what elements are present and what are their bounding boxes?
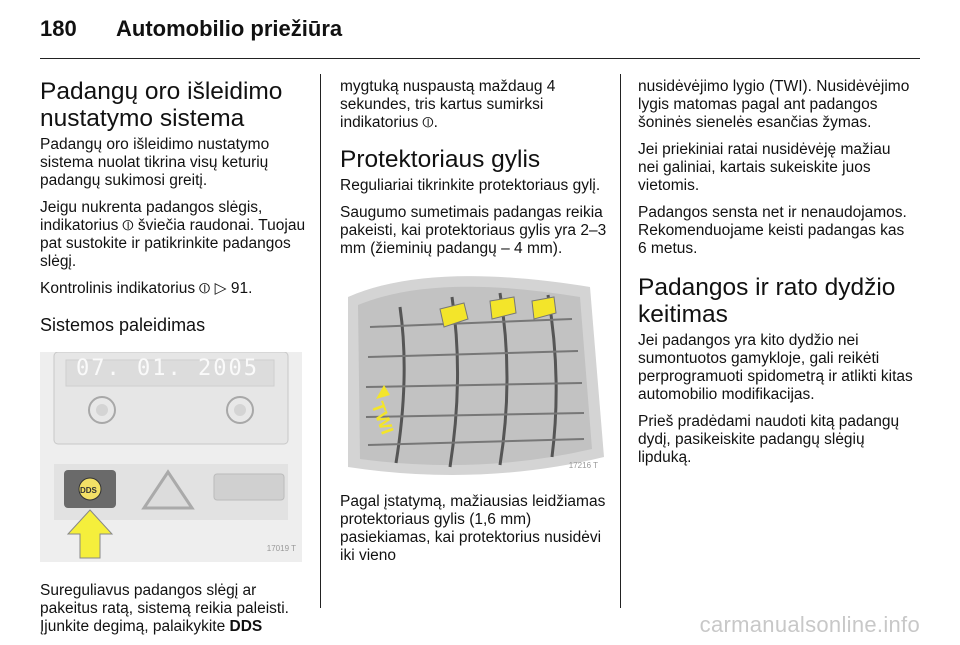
column-2 bbox=[340, 78, 608, 574]
twi-marker-label: TWI bbox=[367, 399, 398, 437]
paragraph: Reguliariai tikrinkite protektoriaus gylį. bbox=[340, 177, 601, 194]
paragraph: Jeigu nukrenta padangos slėgis, indikatorius ⦶ šviečia raudonai. Tuojau pat sustokite ir patikrinkite padangos slėgį. bbox=[40, 199, 306, 270]
paragraph: Sureguliavus padangos slėgį ar pakeitus ratą, sistemą reikia paleisti. Įjunkite degimą, palaikykite DDS bbox=[40, 582, 289, 635]
section-heading: Protektoriaus gylis bbox=[340, 146, 541, 173]
figure-code: 17019 T bbox=[266, 544, 296, 553]
column-3 bbox=[638, 78, 914, 476]
section-heading: Padangų oro išleidimo nustatymo sistema bbox=[40, 78, 283, 132]
tread-depth-figure bbox=[340, 267, 604, 479]
page-number: 180 bbox=[40, 16, 77, 41]
paragraph: mygtuką nuspaustą maždaug 4 sekundes, tris kartus sumirksi indikatorius ⦶. bbox=[340, 78, 556, 131]
paragraph: nusidėvėjimo lygio (TWI). Nusidėvėjimo lygis matomas pagal ant padangos šoninės sienelės esančias žymas. bbox=[638, 78, 910, 131]
header-rule bbox=[40, 58, 920, 59]
paragraph: Padangų oro išleidimo nustatymo sistema nuolat tikrina visų keturių padangų sukimosi greitį. bbox=[40, 136, 270, 189]
watermark: carmanualsonline.info bbox=[699, 612, 920, 637]
paragraph: Saugumo sumetimais padangas reikia pakeisti, kai protektoriaus gylis yra 2–3 mm (žieminių padangų – 4 mm). bbox=[340, 204, 607, 257]
column-divider bbox=[620, 74, 621, 608]
tire-pressure-icon: ⦶ bbox=[199, 280, 211, 297]
tire-tread-illustration bbox=[340, 267, 604, 479]
tire-pressure-icon: ⦶ bbox=[122, 217, 134, 234]
column-1 bbox=[40, 66, 308, 645]
subsection-heading: Sistemos paleidimas bbox=[40, 315, 206, 335]
display-date: 07. 01. 2005 bbox=[76, 356, 259, 381]
paragraph: Jei padangos yra kito dydžio nei sumontuotos gamykloje, gali reikėti perprogramuoti spidometrą ir atlikti kitas automobilio modifikacijas. bbox=[638, 332, 913, 403]
dds-button-figure bbox=[40, 352, 302, 562]
paragraph: Padangos sensta net ir nenaudojamos. Rekomenduojame keisti padangas kas 6 metus. bbox=[638, 204, 907, 257]
dashboard-illustration bbox=[40, 352, 302, 562]
page-title: Automobilio priežiūra bbox=[116, 16, 343, 41]
page-header bbox=[40, 16, 920, 46]
section-heading: Padangos ir rato dydžio keitimas bbox=[638, 274, 896, 328]
column-divider bbox=[320, 74, 321, 608]
paragraph: Pagal įstatymą, mažiausias leidžiamas protektoriaus gylis (1,6 mm) pasiekiamas, kai protektorius nusidėvi iki vieno bbox=[340, 493, 606, 564]
paragraph: Jei priekiniai ratai nusidėvėję mažiau nei galiniai, kartais sukeiskite juos vietomis. bbox=[638, 141, 891, 194]
reference-arrow-icon: ▷ bbox=[214, 280, 227, 297]
figure-code: 17216 T bbox=[568, 461, 598, 470]
dds-button-label: DDS bbox=[80, 486, 97, 495]
paragraph: Kontrolinis indikatorius ⦶ ▷ 91. bbox=[40, 280, 253, 297]
paragraph: Prieš pradėdami naudoti kitą padangų dydį, pasikeiskite padangų slėgių lipduką. bbox=[638, 413, 900, 466]
tire-pressure-icon: ⦶ bbox=[422, 114, 434, 131]
